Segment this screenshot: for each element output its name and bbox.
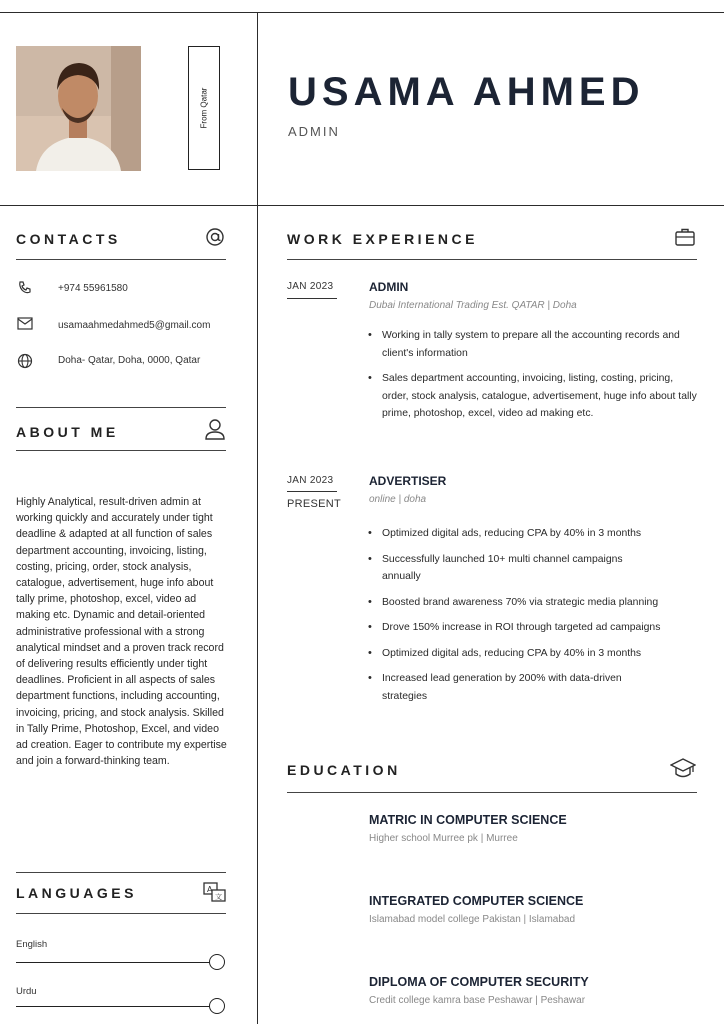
contacts-underline <box>16 259 226 260</box>
origin-badge <box>188 46 220 170</box>
job-company: online | doha <box>369 494 427 505</box>
language-bar <box>16 1006 210 1007</box>
origin-badge-text: From Qatar <box>199 87 209 129</box>
translate-icon <box>203 882 227 904</box>
candidate-name: USAMA AHMED <box>288 70 645 114</box>
candidate-role: ADMIN <box>288 124 340 139</box>
column-divider <box>257 12 258 1024</box>
svg-text:文: 文 <box>215 893 222 901</box>
education-school: Credit college kamra base Peshawar | Peshawar <box>369 995 586 1006</box>
header-divider <box>0 205 724 206</box>
education-title: DIPLOMA OF COMPUTER SECURITY <box>369 975 589 989</box>
languages-topline <box>16 872 226 873</box>
about-underline <box>16 450 226 451</box>
education-title: MATRIC IN COMPUTER SCIENCE <box>369 813 567 827</box>
about-topline <box>16 407 226 408</box>
language-label: English <box>16 939 48 950</box>
job-bullet: • Boosted brand awareness 70% via strategic media planning <box>368 594 698 612</box>
job-bullet: • Increased lead generation by 200% with data-driven strategies <box>368 670 698 705</box>
job-bullet: • Optimized digital ads, reducing CPA by 40% in 3 months <box>368 525 698 543</box>
language-bar <box>16 962 210 963</box>
contact-address: Doha- Qatar, Doha, 0000, Qatar <box>58 355 201 366</box>
languages-heading: LANGUAGES <box>16 885 137 901</box>
profile-photo <box>16 46 141 171</box>
education-school: Higher school Murree pk | Murree <box>369 833 518 844</box>
job-bullet: • Successfully launched 10+ multi channel campaigns annually <box>368 551 698 586</box>
education-heading: EDUCATION <box>287 762 401 778</box>
email-icon <box>17 316 33 332</box>
job-bullet: • Optimized digital ads, reducing CPA by 40% in 3 months <box>368 645 698 663</box>
job-bullet: • Sales department accounting, invoicing, listing, costing, pricing, order, stock analysis, catalogue, advertisement, huge info about tally prime, photoshop, excel, video ad making etc. <box>368 370 698 423</box>
briefcase-icon <box>675 228 695 246</box>
top-border <box>0 12 724 13</box>
job-bullet: • Working in tally system to prepare all the accounting records and client's information <box>368 327 698 362</box>
contact-phone: +974 55961580 <box>58 283 128 294</box>
language-level-knob <box>209 954 225 970</box>
job-bullets <box>368 525 698 713</box>
education-underline <box>287 792 697 793</box>
job-date-underline <box>287 298 337 299</box>
job-date-end: PRESENT <box>287 498 342 510</box>
education-title: INTEGRATED COMPUTER SCIENCE <box>369 894 584 908</box>
education-school: Islamabad model college Pakistan | Islamabad <box>369 914 576 925</box>
work-underline <box>287 259 697 260</box>
contacts-heading: CONTACTS <box>16 231 121 247</box>
job-title: ADMIN <box>369 280 409 294</box>
language-label: Urdu <box>16 986 37 997</box>
at-icon <box>205 227 225 247</box>
job-date: JAN 2023 <box>287 475 334 486</box>
user-icon <box>204 418 226 440</box>
job-bullets <box>368 327 698 431</box>
work-heading: WORK EXPERIENCE <box>287 231 478 247</box>
svg-text:A: A <box>207 885 213 894</box>
about-heading: ABOUT ME <box>16 424 119 440</box>
languages-underline <box>16 913 226 914</box>
job-title: ADVERTISER <box>369 474 447 488</box>
contact-email: usamaahmedahmed5@gmail.com <box>58 320 211 331</box>
language-level-knob <box>209 998 225 1014</box>
globe-icon <box>17 353 33 369</box>
graduation-cap-icon <box>670 757 696 781</box>
job-bullet: • Drove 150% increase in ROI through targeted ad campaigns <box>368 619 698 637</box>
job-date-underline <box>287 491 337 492</box>
phone-icon <box>17 280 33 296</box>
job-date: JAN 2023 <box>287 281 334 292</box>
job-company: Dubai International Trading Est. QATAR | Doha <box>369 300 577 311</box>
about-text: Highly Analytical, result-driven admin at working quickly and accurately under tight deadline & adapted at all function of sales department accounting, invoicing, listing, costing, pricing, order, stock analysis, catalogue, advertisement, huge info about tally prime, photoshop, excel, video ad making etc. Dynamic and detail-oriented administrative professional with a strong analytical mindset and a proven track record of delivering results efficiently under tight deadlines. Proficient in all aspects of sales department functions, including accounting, invoicing, pricing, and stock analysis. Skilled in Tally Prime, Photoshop, Excel, and video ad creation. Eager to contribute my expertise and join a forward-thinking team. <box>16 496 227 768</box>
